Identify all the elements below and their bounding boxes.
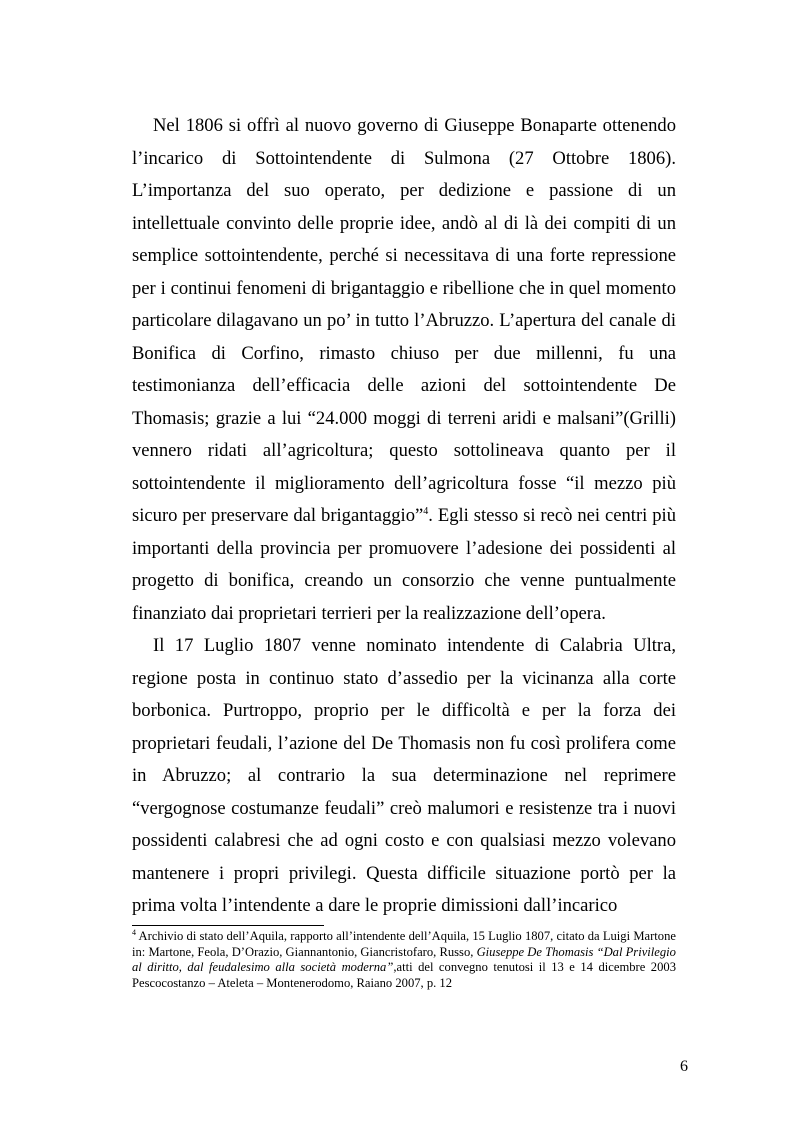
- footnote-text-end: ,atti del convegno tenutosi il 13 e 14 dicembre 2003 Pescocostanzo – Ateleta – Montenerodomo, Raiano 2007, p. 12: [132, 960, 676, 990]
- paragraph-1-text: Nel 1806 si offrì al nuovo governo di Giuseppe Bonaparte ottenendo l’incarico di Sottointendente di Sulmona (27 Ottobre 1806). L’importanza del suo operato, per dedizione e passione di un intellettuale convinto delle proprie idee, andò al di là dei compiti di un semplice sottointendente, perché si necessitava di una forte repressione per i continui fenomeni di brigantaggio e ribellione che in quel momento particolare dilagavano un po’ in tutto l’Abruzzo. L’apertura del canale di Bonifica di Corfino, rimasto chiuso per due millenni, fu una testimonianza dell’efficacia delle azioni del sottointendente De Thomasis; grazie a lui “24.000 moggi di terreni aridi e malsani”(Grilli) vennero ridati all’agricoltura; questo sottolineava quanto per il sottointendente il miglioramento dell’agricoltura fosse “il mezzo più sicuro per preservare dal brigantaggio”: [132, 115, 676, 526]
- footnote-reference: 4: [423, 505, 429, 517]
- footnote-separator: [132, 925, 324, 926]
- footnote: [132, 929, 676, 991]
- footnote-text: Archivio di stato dell’Aquila, rapporto all’intendente dell’Aquila, 15 Luglio 1807, citato da Luigi Martone in: Martone, Feola, D’Orazio, Giannantonio, Giancristofaro, Russo,: [132, 929, 676, 959]
- page-number: 6: [680, 1058, 688, 1075]
- paragraph-2: Il 17 Luglio 1807 venne nominato intendente di Calabria Ultra, regione posta in continuo stato d’assedio per la vicinanza alla corte borbonica. Purtroppo, proprio per le difficoltà e per la forza dei proprietari feudali, l’azione del De Thomasis non fu così prolifera come in Abruzzo; al contrario la sua determinazione nel reprimere “vergognose costumanze feudali” creò malumori e resistenze tra i nuovi possidenti calabresi che ad ogni costo e con qualsiasi mezzo volevano mantenere i propri privilegi. Questa difficile situazione portò per la prima volta l’intendente a dare le proprie dimissioni dall’incarico: [132, 635, 676, 916]
- footnote-italic-title: Giuseppe De Thomasis “Dal Privilegio al diritto, dal feudalesimo alla società moderna”: [132, 944, 676, 975]
- paragraph-1-text-continued: . Egli stesso si recò nei centri più importanti della provincia per promuovere l’adesione dei possidenti al progetto di bonifica, creando un consorzio che venne puntualmente finanziato dai proprietari terrieri per la realizzazione dell’opera.: [132, 505, 677, 624]
- paragraph-1: [132, 110, 676, 630]
- body-text: [132, 110, 676, 923]
- footnote-number: 4: [132, 927, 136, 937]
